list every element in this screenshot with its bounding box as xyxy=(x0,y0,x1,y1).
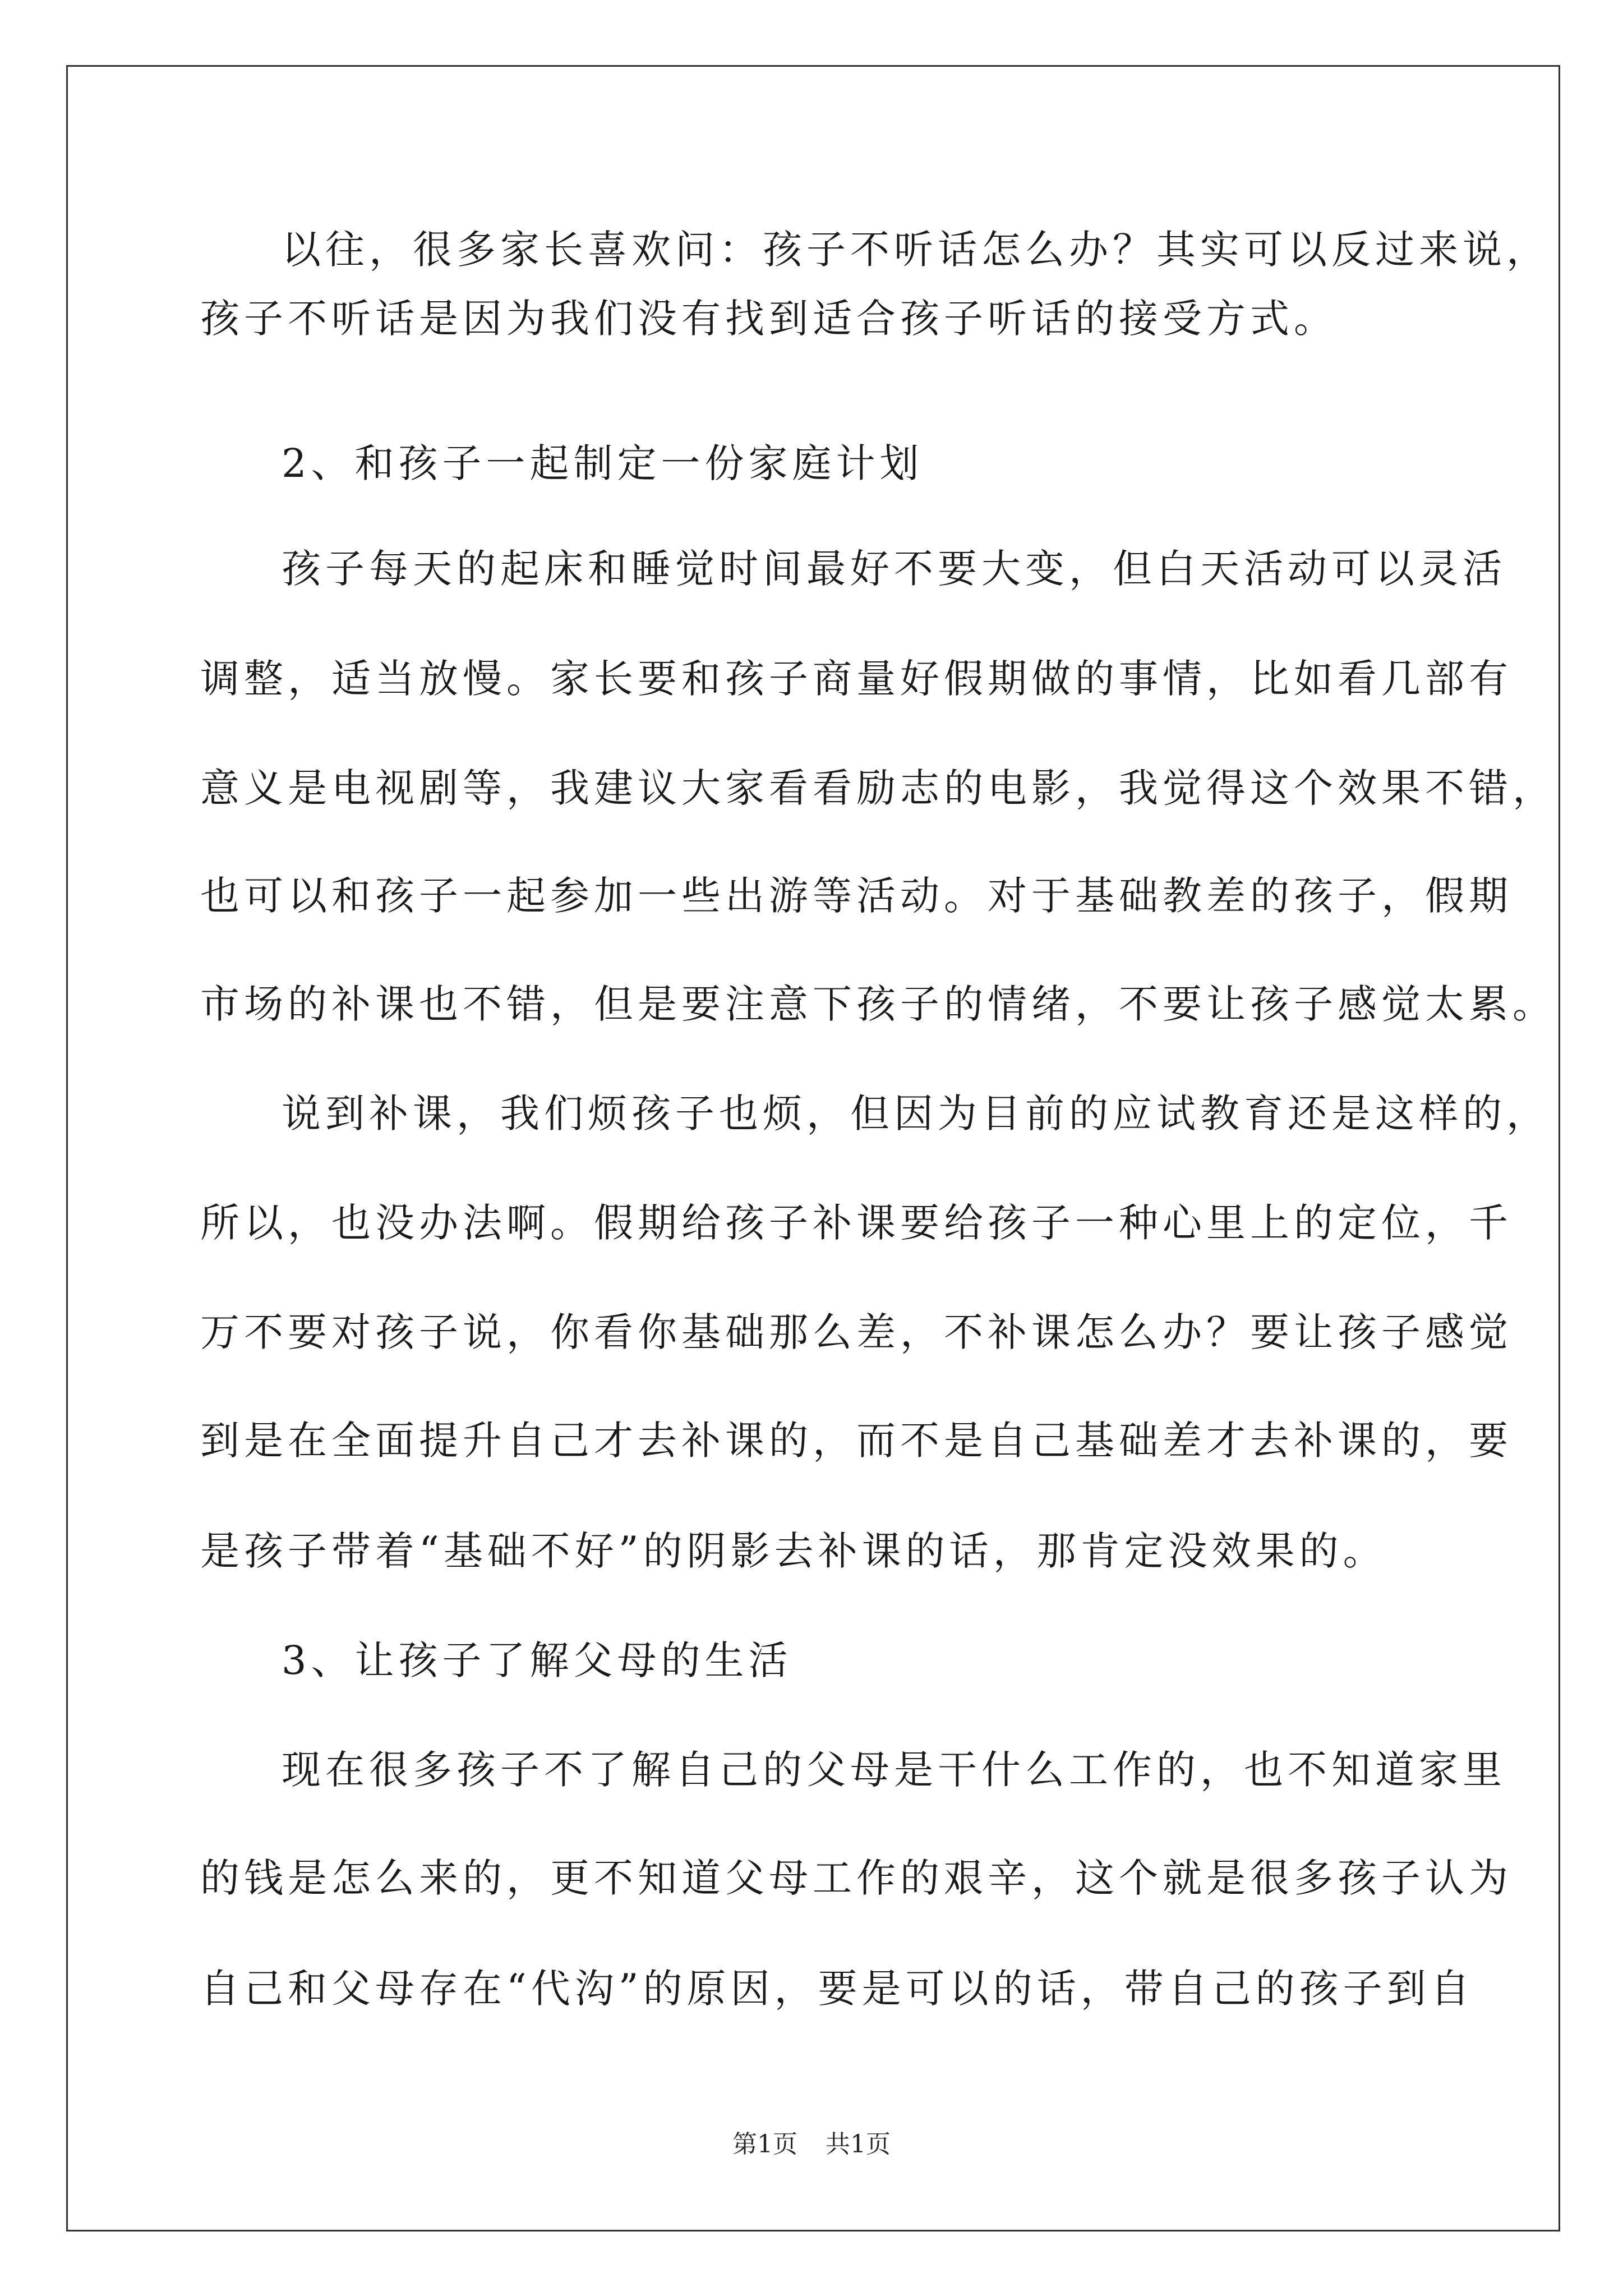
paragraph-line: 市场的补课也不错，但是要注意下孩子的情绪，不要让孩子感觉太累。 xyxy=(200,981,1556,1027)
paragraph-line: 孩子不听话是因为我们没有找到适合孩子听话的接受方式。 xyxy=(200,296,1338,342)
paragraph-line: 以往，很多家长喜欢问：孩子不听话怎么办？其实可以反过来说， xyxy=(282,227,1550,273)
paragraph-line: 到是在全面提升自己才去补课的，而不是自己基础差才去补课的，要 xyxy=(200,1418,1513,1464)
page-total: 共1页 xyxy=(826,2130,891,2159)
paragraph-line: 孩子每天的起床和睡觉时间最好不要大变，但白天活动可以灵活 xyxy=(282,546,1506,592)
page-number: 第1页 xyxy=(732,2130,797,2159)
section-heading: 2、和孩子一起制定一份家庭计划 xyxy=(282,440,924,486)
paragraph-line: 意义是电视剧等，我建议大家看看励志的电影，我觉得这个效果不错， xyxy=(200,765,1556,811)
page-border xyxy=(66,65,1560,2231)
paragraph-line: 现在很多孩子不了解自己的父母是干什么工作的，也不知道家里 xyxy=(282,1747,1506,1793)
paragraph-line: 万不要对孩子说，你看你基础那么差，不补课怎么办？要让孩子感觉 xyxy=(200,1309,1513,1355)
paragraph-line: 自己和父母存在“代沟”的原因，要是可以的话，带自己的孩子到自 xyxy=(200,1966,1474,2012)
paragraph-line: 的钱是怎么来的，更不知道父母工作的艰辛，这个就是很多孩子认为 xyxy=(200,1855,1513,1901)
paragraph-line: 调整，适当放慢。家长要和孩子商量好假期做的事情，比如看几部有 xyxy=(200,656,1513,702)
paragraph-line: 所以，也没办法啊。假期给孩子补课要给孩子一种心里上的定位，千 xyxy=(200,1200,1513,1246)
section-heading: 3、让孩子了解父母的生活 xyxy=(282,1637,792,1683)
page-footer xyxy=(0,2129,1623,2160)
paragraph-line: 也可以和孩子一起参加一些出游等活动。对于基础教差的孩子，假期 xyxy=(200,873,1513,919)
paragraph-line: 说到补课，我们烦孩子也烦，但因为目前的应试教育还是这样的， xyxy=(282,1091,1550,1137)
paragraph-line: 是孩子带着“基础不好”的阴影去补课的话，那肯定没效果的。 xyxy=(200,1528,1387,1574)
